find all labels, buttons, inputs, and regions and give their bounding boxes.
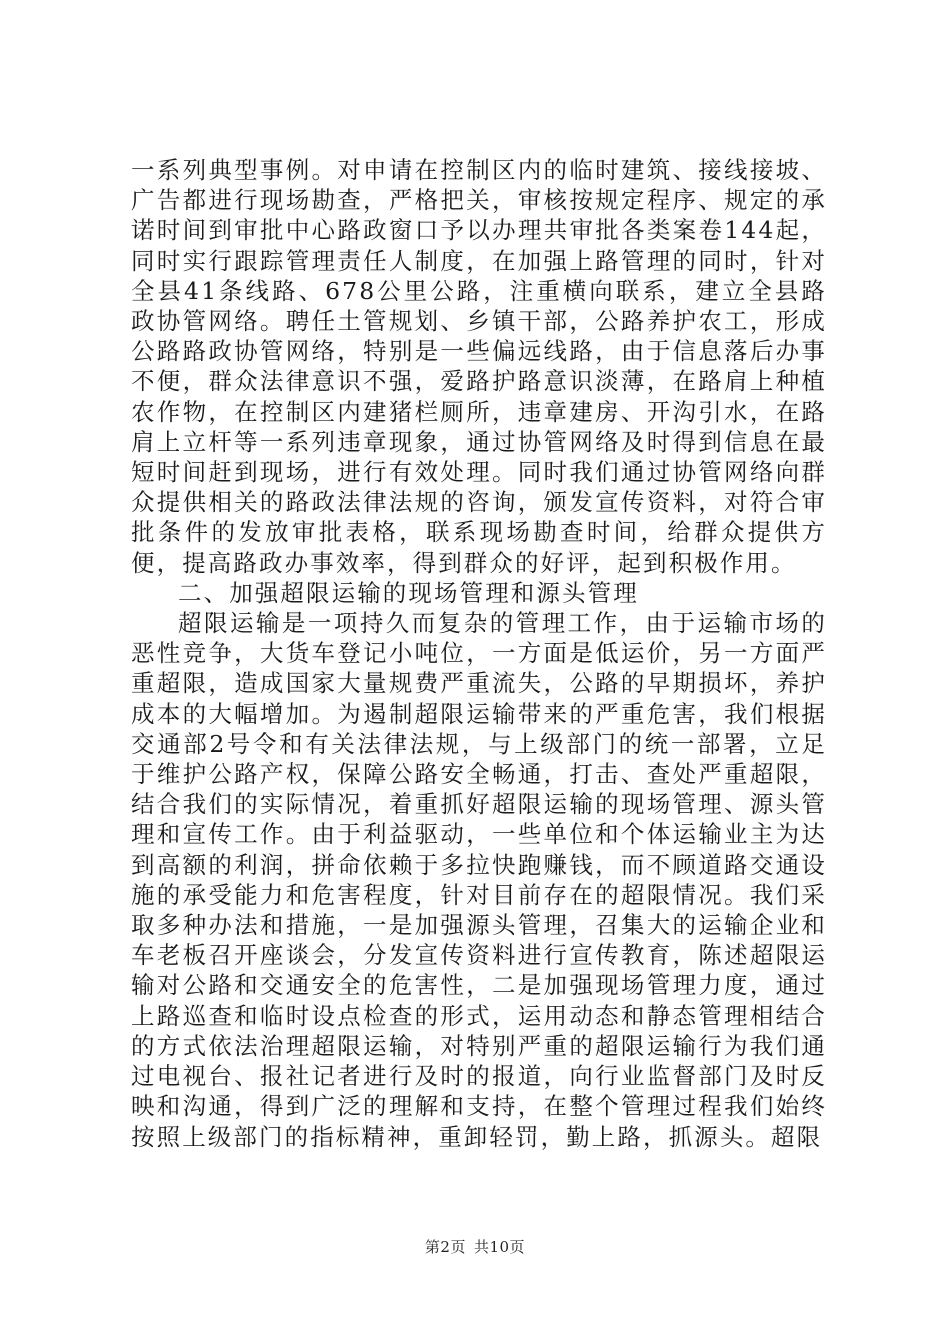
section-heading: 二、加强超限运输的现场管理和源头管理 — [178, 578, 639, 607]
page-footer — [0, 1236, 950, 1257]
body-paragraph: 一系列典型事例。对申请在控制区内的临时建筑、接线接坡、广告都进行现场勘查，严格把关，审核按规定程序、规定的承诺时间到审批中心路政窗口予以办理共审批各类案卷144起，同时实行跟踪管理责任人制度，在加强上路管理的同时，针对全县41条线路、678公里公路，注重横向联系，建立全县路政协管网络。聘任土管规划、乡镇干部，公路养护农工，形成公路路政协管网络，特别是一些偏远线路，由于信息落后办事不便，群众法律意识不强，爱路护路意识淡薄，在路肩上种植农作物，在控制区内建猪栏厕所，违章建房、开沟引水，在路肩上立杆等一系列违章现象，通过协管网络及时得到信息在最短时间赶到现场，进行有效处理。同时我们通过协管网络向群众提供相关的路政法律法规的咨询，颁发宣传资料，对符合审批条件的发放审批表格，联系现场勘查时间，给群众提供方便，提高路政办事效率，得到群众的好评，起到积极作用。 — [131, 156, 827, 577]
body-paragraph: 超限运输是一项持久而复杂的管理工作，由于运输市场的恶性竞争，大货车登记小吨位，一方面是低运价，另一方面严重超限，造成国家大量规费严重流失，公路的早期损坏，养护成本的大幅增加。为遏制超限运输带来的严重危害，我们根据交通部2号令和有关法律法规，与上级部门的统一部署，立足于维护公路产权，保障公路安全畅通，打击、查处严重超限，结合我们的实际情况，着重抓好超限运输的现场管理、源头管理和宣传工作。由于利益驱动，一些单位和个体运输业主为达到高额的利润，拼命依赖于多拉快跑赚钱，而不顾道路交通设施的承受能力和危害程度，针对目前存在的超限情况。我们采取多种办法和措施，一是加强源头管理，召集大的运输企业和车老板召开座谈会，分发宣传资料进行宣传教育，陈述超限运输对公路和交通安全的危害性，二是加强现场管理力度，通过上路巡查和临时设点检查的形式，运用动态和静态管理相结合的方式依法治理超限运输，对特别严重的超限运输行为我们通过电视台、报社记者进行及时的报道，向行业监督部门及时反映和沟通，得到广泛的理解和支持，在整个管理过程我们始终按照上级部门的指标精神，重卸轻罚，勤上路，抓源头。超限 — [131, 609, 827, 1151]
page-total: 共10页 — [473, 1238, 526, 1256]
page-number: 第2页 — [424, 1238, 466, 1256]
document-body — [131, 155, 827, 1152]
